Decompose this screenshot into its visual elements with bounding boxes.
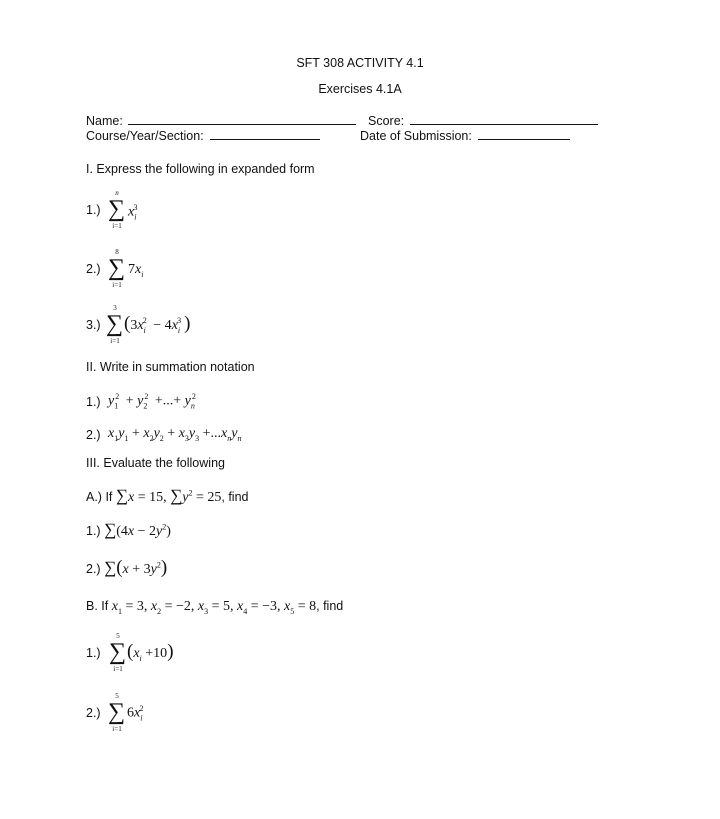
part1-item2-sum <box>108 248 126 289</box>
part3-b-line <box>86 599 343 616</box>
part3-a-find: , find <box>221 490 249 504</box>
part3-a-given: ∑x = 15, $\sum y^2 = 25$ <box>115 486 222 505</box>
part3-b-item2-upper: 5 <box>115 692 119 700</box>
page-title: SFT 308 ACTIVITY 4.1 <box>296 56 424 70</box>
part3-a-item1-expr: $\sum(4x - 2y^2)$ <box>104 520 171 539</box>
part3-a-item2 <box>86 557 167 579</box>
part2-item1-number: 1.) <box>86 395 101 409</box>
part1-item2-number: 2.) <box>86 262 101 276</box>
part2-item2-number: 2.) <box>86 428 101 442</box>
part3-b-item2-lower: i=1 <box>112 725 122 733</box>
name-field <box>86 113 356 128</box>
part3-a-item1-number: 1.) <box>86 524 101 538</box>
part1-item1-sum <box>108 189 126 230</box>
course-label: Course/Year/Section: <box>86 129 204 143</box>
part3-a-item2-expr: $\sum(x + 3y^2)$ <box>104 557 168 578</box>
part1-item1-expr: $x_i^3$ <box>128 203 138 222</box>
date-blank <box>478 128 570 140</box>
score-label: Score: <box>368 114 405 128</box>
sigma-icon: ∑ <box>108 196 126 222</box>
part3-heading: III. Evaluate the following <box>86 456 225 470</box>
page-subtitle: Exercises 4.1A <box>318 82 402 96</box>
part3-b-label: B. If <box>86 599 109 613</box>
sigma-icon: ∑ <box>108 699 126 725</box>
part3-b-item1-sum <box>109 632 127 673</box>
score-field <box>368 113 598 128</box>
name-blank <box>128 113 356 125</box>
part1-item2-upper: 8 <box>115 248 119 256</box>
name-label: Name: <box>86 114 123 128</box>
part1-item2-lower: i=1 <box>112 281 122 289</box>
part3-a-item1 <box>86 520 171 540</box>
score-blank <box>410 113 598 125</box>
date-label: Date of Submission: <box>360 129 472 143</box>
part1-item3-lower: i=1 <box>110 337 120 345</box>
part1-item3-expr: ($3x_i^2 - 4x_i^3$ ) <box>124 313 191 335</box>
part3-a-label: A.) If <box>86 490 113 504</box>
part1-item1-number: 1.) <box>86 203 101 217</box>
part3-b-given: $x_1 = 3$, $x_2 = -2$, $x_3 = 5$, $x_4 = -3$, $x_5 = 8$ <box>111 599 317 616</box>
part3-b-item2-expr: $6x_i^2$ <box>127 704 144 723</box>
part1-item3-number: 3.) <box>86 318 101 332</box>
part1-item1-upper: n <box>115 189 119 197</box>
part3-b-item2-sum <box>108 692 126 733</box>
part1-heading: I. Express the following in expanded form <box>86 162 315 176</box>
part1-item3-sum <box>106 304 124 345</box>
part3-b-find: , find <box>316 599 344 613</box>
part3-b-item1-expr: $(x_i +10)$ <box>127 641 174 663</box>
sigma-icon: ∑ <box>108 255 126 281</box>
course-blank <box>210 128 320 140</box>
sigma-icon: ∑ <box>106 311 124 337</box>
sigma-icon: ∑ <box>109 639 127 665</box>
part2-item2-expr: $x_1y_1 + x_2y_2 + x_3y_3 +...x_ny_n$ <box>108 426 242 443</box>
part3-a-item2-number: 2.) <box>86 562 101 576</box>
part3-b-item2-number: 2.) <box>86 706 101 720</box>
date-field <box>360 128 570 143</box>
part1-item3-upper: 3 <box>113 304 117 312</box>
part2-item1-expr: $y_1^2 + y_2^2$ +...+ $y_n^2$ <box>108 392 196 411</box>
part3-a-line <box>86 486 249 506</box>
part1-item2-expr: $7x_i$ <box>128 262 144 279</box>
part3-b-item1-number: 1.) <box>86 646 101 660</box>
part2-heading: II. Write in summation notation <box>86 360 255 374</box>
part1-item1-lower: i=1 <box>112 222 122 230</box>
course-field <box>86 128 320 143</box>
part3-b-item1-upper: 5 <box>116 632 120 640</box>
part3-b-item1-lower: i=1 <box>113 665 123 673</box>
